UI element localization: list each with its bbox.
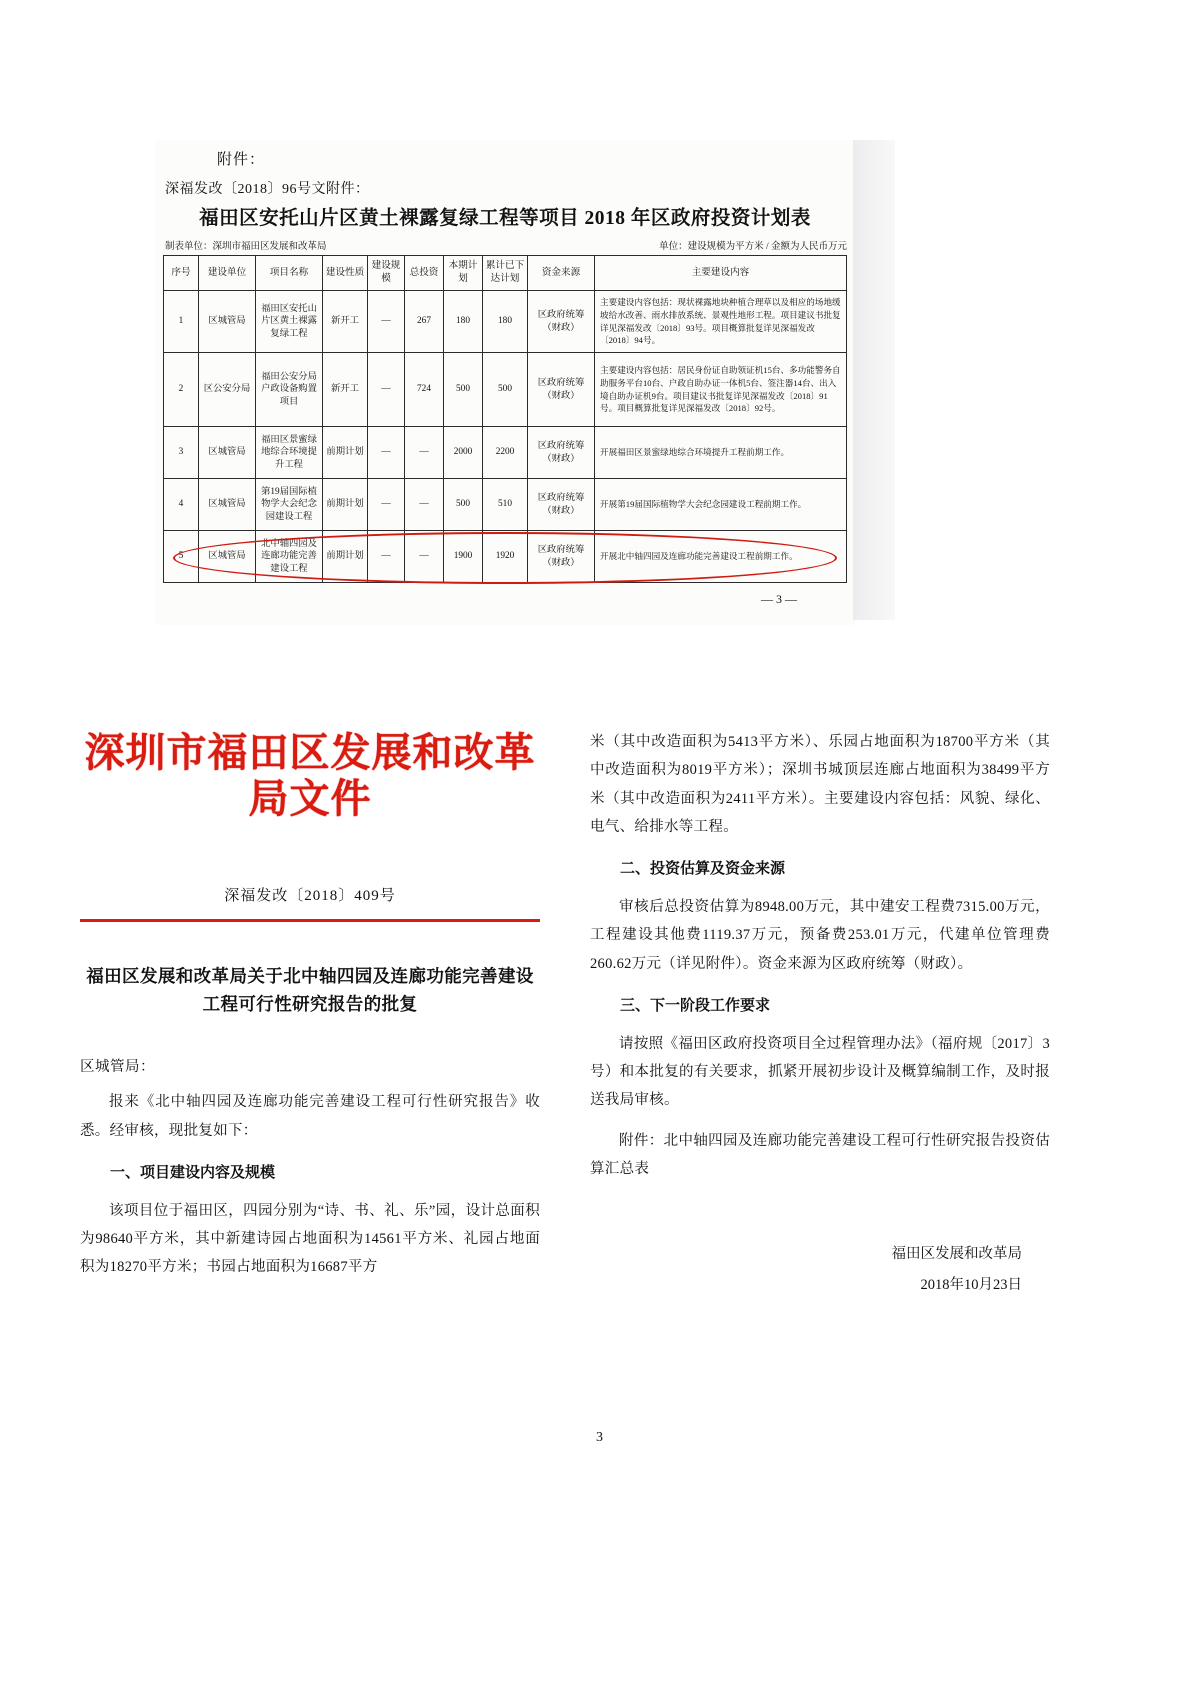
- attachment-table-title: 福田区安托山片区黄土裸露复绿工程等项目 2018 年区政府投资计划表: [199, 208, 811, 229]
- section-heading-2: 二、投资估算及资金来源: [620, 861, 786, 878]
- document-number: 深福发改〔2018〕409号: [224, 888, 396, 904]
- table-row: [164, 353, 847, 427]
- cell-no: 5: [164, 531, 199, 583]
- scan-page-marker: — 3 —: [761, 592, 797, 606]
- cell-content: 开展北中轴四园及连廊功能完善建设工程前期工作。: [595, 531, 847, 583]
- cell-nature: 前期计划: [323, 531, 368, 583]
- col-cumulative: 累计已下达计划: [483, 256, 528, 291]
- document-right-column: [590, 700, 1050, 1300]
- attachment-label: 附件：: [217, 152, 266, 168]
- table-row: [164, 427, 847, 479]
- cell-no: 4: [164, 479, 199, 531]
- cell-current: 180: [444, 291, 483, 353]
- cell-total: —: [405, 427, 444, 479]
- cell-cumulative: 1920: [483, 531, 528, 583]
- cell-cumulative: 180: [483, 291, 528, 353]
- cell-no: 2: [164, 353, 199, 427]
- signature-organization: 福田区发展和改革局: [891, 1246, 1022, 1263]
- col-total: 总投资: [405, 256, 444, 291]
- cell-scale: —: [368, 479, 405, 531]
- cell-source: 区政府统筹（财政）: [528, 531, 595, 583]
- paragraph-scope-cont: 米（其中改造面积为5413平方米）、乐园占地面积为18700平方米（其中改造面积为8019平方米）；深圳书城顶层连廊占地面积为38499平方米（其中改造面积为2411平方米）。主要建设内容包括：风貌、绿化、电气、给排水等工程。: [590, 734, 1050, 835]
- col-no: 序号: [164, 256, 199, 291]
- col-name: 项目名称: [256, 256, 323, 291]
- col-current: 本期计划: [444, 256, 483, 291]
- document-left-column: [80, 700, 540, 1282]
- cell-unit: 区城管局: [199, 479, 256, 531]
- document-title: 福田区发展和改革局关于北中轴四园及连廊功能完善建设工程可行性研究报告的批复: [86, 965, 534, 1015]
- cell-current: 2000: [444, 427, 483, 479]
- cell-name: 福田公安分局户政设备购置项目: [256, 353, 323, 427]
- cell-name: 第19届国际植物学大会纪念园建设工程: [256, 479, 323, 531]
- cell-no: 3: [164, 427, 199, 479]
- cell-cumulative: 2200: [483, 427, 528, 479]
- cell-nature: 新开工: [323, 353, 368, 427]
- cell-content: 开展第19届国际植物学大会纪念园建设工程前期工作。: [595, 479, 847, 531]
- cell-source: 区政府统筹（财政）: [528, 291, 595, 353]
- cell-name: 福田区安托山片区黄土裸露复绿工程: [256, 291, 323, 353]
- attachment-unit-note: 单位：建设规模为平方米 / 金额为人民币万元: [659, 242, 847, 252]
- cell-no: 1: [164, 291, 199, 353]
- paragraph-attachment: 附件：北中轴四园及连廊功能完善建设工程可行性研究报告投资估算汇总表: [590, 1132, 1050, 1177]
- table-row: [164, 479, 847, 531]
- cell-scale: —: [368, 353, 405, 427]
- cell-current: 500: [444, 353, 483, 427]
- red-separator-rule: [80, 919, 540, 922]
- table-row-highlighted: [164, 531, 847, 583]
- cell-scale: —: [368, 291, 405, 353]
- col-source: 资金来源: [528, 256, 595, 291]
- cell-total: 724: [405, 353, 444, 427]
- cell-unit: 区城管局: [199, 531, 256, 583]
- col-scale: 建设规模: [368, 256, 405, 291]
- cell-total: —: [405, 531, 444, 583]
- cell-current: 500: [444, 479, 483, 531]
- cell-source: 区政府统筹（财政）: [528, 427, 595, 479]
- investment-plan-table: [163, 255, 847, 583]
- cell-total: —: [405, 479, 444, 531]
- cell-unit: 区城管局: [199, 291, 256, 353]
- col-nature: 建设性质: [323, 256, 368, 291]
- attachment-scan-region: [155, 140, 855, 625]
- official-document-region: [60, 700, 1140, 1293]
- cell-name: 北中轴四园及连廊功能完善建设工程: [256, 531, 323, 583]
- col-content: 主要建设内容: [595, 256, 847, 291]
- cell-unit: 区城管局: [199, 427, 256, 479]
- paragraph-intro: 报来《北中轴四园及连廊功能完善建设工程可行性研究报告》收悉。经审核，现批复如下：: [80, 1094, 540, 1139]
- cell-cumulative: 500: [483, 353, 528, 427]
- cell-nature: 前期计划: [323, 427, 368, 479]
- cell-content: 开展福田区景蜜绿地综合环境提升工程前期工作。: [595, 427, 847, 479]
- table-header-row: [164, 256, 847, 291]
- cell-name: 福田区景蜜绿地综合环境提升工程: [256, 427, 323, 479]
- attachment-doc-ref: 深福发改〔2018〕96号文附件：: [165, 182, 370, 197]
- cell-source: 区政府统筹（财政）: [528, 353, 595, 427]
- signature-date: 2018年10月23日: [920, 1276, 1022, 1293]
- cell-cumulative: 510: [483, 479, 528, 531]
- cell-scale: —: [368, 531, 405, 583]
- cell-content: 主要建设内容包括：现状裸露地块种植合理草以及相应的场地缓坡给水改善、雨水排放系统、景观性地形工程。项目建议书批复详见深福发改〔2018〕93号。项目概算批复详见深福发改〔2018〕94号。: [595, 291, 847, 353]
- cell-total: 267: [405, 291, 444, 353]
- attachment-maker-note: 制表单位：深圳市福田区发展和改革局: [165, 242, 327, 252]
- cell-nature: 新开工: [323, 291, 368, 353]
- paragraph-scope: 该项目位于福田区，四园分别为“诗、书、礼、乐”园，设计总面积为98640平方米，其中新建诗园占地面积为14561平方米、礼园占地面积为18270平方米；书园占地面积为16687平方: [80, 1202, 540, 1276]
- page-number: 3: [596, 1430, 603, 1445]
- cell-content: 主要建设内容包括：居民身份证自助领证机15台、多功能警务自助服务平台10台、户政自助办证一体机5台、签注器14台、出入境自助办证机9台。项目建议书批复详见深福发改〔2018〕91号。项目概算批复详见深福发改〔2018〕92号。: [595, 353, 847, 427]
- paragraph-investment: 审核后总投资估算为8948.00万元，其中建安工程费7315.00万元，工程建设其他费1119.37万元，预备费253.01万元，代建单位管理费260.62万元（详见附件）。资金来源为区政府统筹（财政）。: [590, 899, 1050, 972]
- table-row: [164, 291, 847, 353]
- cell-current: 1900: [444, 531, 483, 583]
- cell-unit: 区公安分局: [199, 353, 256, 427]
- cell-nature: 前期计划: [323, 479, 368, 531]
- cell-scale: —: [368, 427, 405, 479]
- section-heading-1: 一、项目建设内容及规模: [110, 1164, 276, 1181]
- section-heading-3: 三、下一阶段工作要求: [620, 997, 771, 1014]
- scan-edge-shadow: [853, 140, 895, 620]
- signature-block: [590, 1239, 1050, 1300]
- document-recipient: 区城管局：: [80, 1059, 155, 1076]
- paragraph-next-steps: 请按照《福田区政府投资项目全过程管理办法》（福府规〔2017〕3号）和本批复的有关要求，抓紧开展初步设计及概算编制工作，及时报送我局审核。: [590, 1035, 1050, 1109]
- red-header-title: 深圳市福田区发展和改革局文件: [84, 729, 536, 822]
- cell-source: 区政府统筹（财政）: [528, 479, 595, 531]
- col-unit: 建设单位: [199, 256, 256, 291]
